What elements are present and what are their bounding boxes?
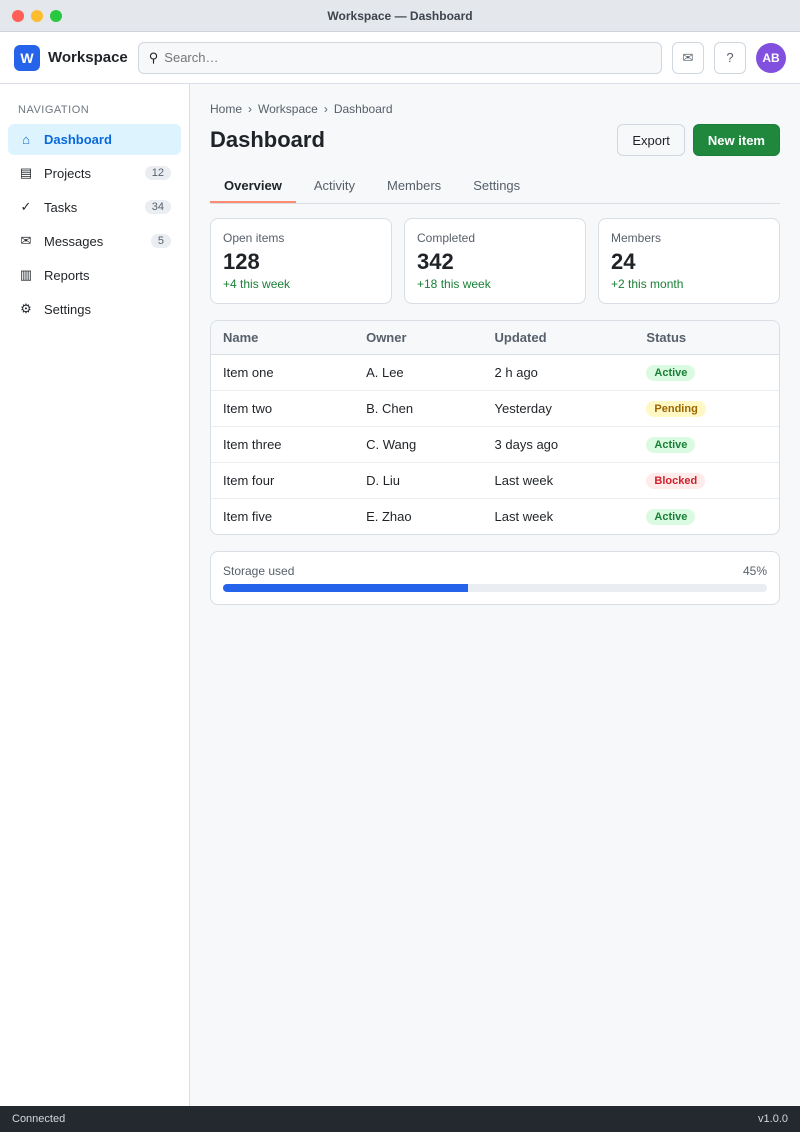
search-box[interactable] — [138, 42, 662, 74]
sidebar-item-label: Tasks — [44, 199, 78, 215]
close-window-button[interactable] — [12, 10, 24, 22]
table-cell-name: Item four — [211, 463, 354, 499]
stat-label: Open items — [223, 231, 285, 245]
page-title: Dashboard — [210, 127, 325, 152]
stat-card — [598, 218, 780, 304]
stat-value: 24 — [611, 249, 636, 274]
column-header[interactable]: Status — [634, 321, 779, 355]
search-input[interactable] — [164, 50, 651, 65]
new-item-button[interactable]: New item — [693, 124, 780, 156]
tab-bar — [210, 170, 780, 204]
sidebar — [0, 84, 190, 1106]
column-header[interactable]: Name — [211, 321, 354, 355]
status-badge: Active — [646, 437, 695, 453]
stat-label: Members — [611, 231, 662, 245]
avatar[interactable]: AB — [756, 43, 786, 73]
breadcrumb — [210, 102, 780, 116]
sidebar-item-count: 12 — [145, 166, 171, 180]
table-cell-updated: Last week — [494, 509, 554, 524]
table-row[interactable] — [211, 427, 779, 463]
progress-fill — [223, 584, 468, 592]
window-title: Workspace — Dashboard — [327, 8, 473, 23]
maximize-window-button[interactable] — [50, 10, 62, 22]
sidebar-item-messages[interactable] — [8, 225, 181, 257]
table-row[interactable] — [211, 463, 779, 499]
stat-delta: +18 this week — [417, 277, 491, 291]
column-header[interactable]: Updated — [483, 321, 635, 355]
stat-value: 128 — [223, 249, 260, 274]
stat-cards — [210, 218, 780, 304]
progress-label: Storage used — [223, 564, 295, 578]
progress-track — [223, 584, 767, 592]
table-cell-owner: E. Zhao — [366, 509, 412, 524]
window-controls — [12, 10, 62, 22]
status-badge: Pending — [646, 401, 705, 417]
stat-label: Completed — [417, 231, 476, 245]
breadcrumb-item[interactable]: Workspace — [258, 102, 318, 116]
help-button[interactable] — [714, 42, 746, 74]
mail-icon: ✉ — [20, 233, 32, 248]
status-badge: Blocked — [646, 473, 705, 489]
help-icon: ? — [726, 50, 734, 65]
sidebar-item-label: Settings — [44, 301, 91, 317]
table-cell-updated: 2 h ago — [483, 355, 635, 391]
sidebar-item-settings[interactable] — [8, 293, 181, 325]
breadcrumb-item: Dashboard — [333, 102, 393, 116]
table-body — [211, 355, 779, 535]
table-row[interactable] — [211, 391, 779, 427]
items-table — [210, 320, 780, 535]
chevron-right-icon: › — [248, 102, 253, 116]
table-cell-name: Item five — [223, 509, 273, 524]
sidebar-item-label: Reports — [44, 267, 90, 283]
chart-icon: ▥ — [19, 267, 33, 282]
sidebar-item-count: 34 — [145, 200, 171, 214]
sidebar-item-label: Messages — [44, 233, 104, 249]
tab-activity[interactable]: Activity — [313, 178, 355, 193]
table-cell-updated: Last week — [483, 463, 635, 499]
check-icon: ✓ — [20, 199, 32, 214]
table-cell-name: Item three — [211, 427, 354, 463]
connection-status: Connected — [12, 1113, 66, 1125]
tab-settings[interactable]: Settings — [473, 178, 521, 193]
sidebar-item-reports[interactable] — [8, 259, 181, 291]
brand[interactable] — [14, 45, 128, 71]
home-icon: ⌂ — [22, 132, 30, 147]
sidebar-item-count: 5 — [151, 234, 171, 248]
storage-progress — [210, 551, 780, 605]
sidebar-item-tasks[interactable] — [8, 191, 181, 223]
table-cell-updated: 3 days ago — [483, 427, 635, 463]
tab-members[interactable]: Members — [387, 178, 442, 193]
column-header[interactable]: Owner — [354, 321, 482, 355]
export-button[interactable]: Export — [617, 124, 685, 156]
table-row[interactable] — [211, 499, 779, 535]
app-body — [0, 84, 800, 1106]
stat-value: 342 — [417, 249, 454, 274]
table-cell-updated: Yesterday — [483, 391, 635, 427]
sidebar-heading: NAVIGATION — [18, 104, 90, 116]
table-cell-name: Item one — [211, 355, 354, 391]
sidebar-item-projects[interactable] — [8, 157, 181, 189]
search-icon: ⚲ — [148, 49, 159, 65]
status-bar — [0, 1106, 800, 1132]
sidebar-item-label: Dashboard — [44, 132, 112, 147]
stat-card — [210, 218, 392, 304]
chevron-right-icon: › — [323, 102, 328, 116]
page-actions — [617, 124, 780, 156]
table-cell-owner: C. Wang — [354, 427, 482, 463]
folder-icon: ▤ — [19, 165, 33, 180]
sidebar-item-dashboard[interactable] — [8, 124, 181, 155]
table-cell-owner: A. Lee — [354, 355, 482, 391]
stat-delta: +4 this week — [223, 277, 291, 291]
stat-delta: +2 this month — [611, 277, 684, 291]
table-cell-owner: B. Chen — [354, 391, 482, 427]
brand-name: Workspace — [48, 49, 128, 66]
window-titlebar — [0, 0, 800, 32]
page-header — [210, 124, 780, 156]
table-cell-name: Item two — [211, 391, 354, 427]
notifications-button[interactable] — [672, 42, 704, 74]
sidebar-item-label: Projects — [44, 165, 91, 181]
main-content — [190, 84, 800, 1106]
bell-icon: ✉ — [682, 49, 694, 65]
status-badge: Active — [646, 509, 695, 525]
breadcrumb-item[interactable]: Home — [210, 102, 243, 116]
tab-overview[interactable]: Overview — [210, 170, 296, 203]
stat-card — [404, 218, 586, 304]
gear-icon: ⚙ — [20, 301, 32, 316]
version-label: v1.0.0 — [758, 1113, 788, 1125]
top-toolbar — [0, 32, 800, 84]
table-cell-owner: D. Liu — [354, 463, 482, 499]
table-row[interactable] — [211, 355, 779, 391]
table-header-row — [211, 321, 779, 355]
brand-logo-icon: W — [14, 45, 40, 71]
status-badge: Active — [646, 365, 695, 381]
progress-value: 45% — [742, 564, 767, 578]
minimize-window-button[interactable] — [31, 10, 43, 22]
